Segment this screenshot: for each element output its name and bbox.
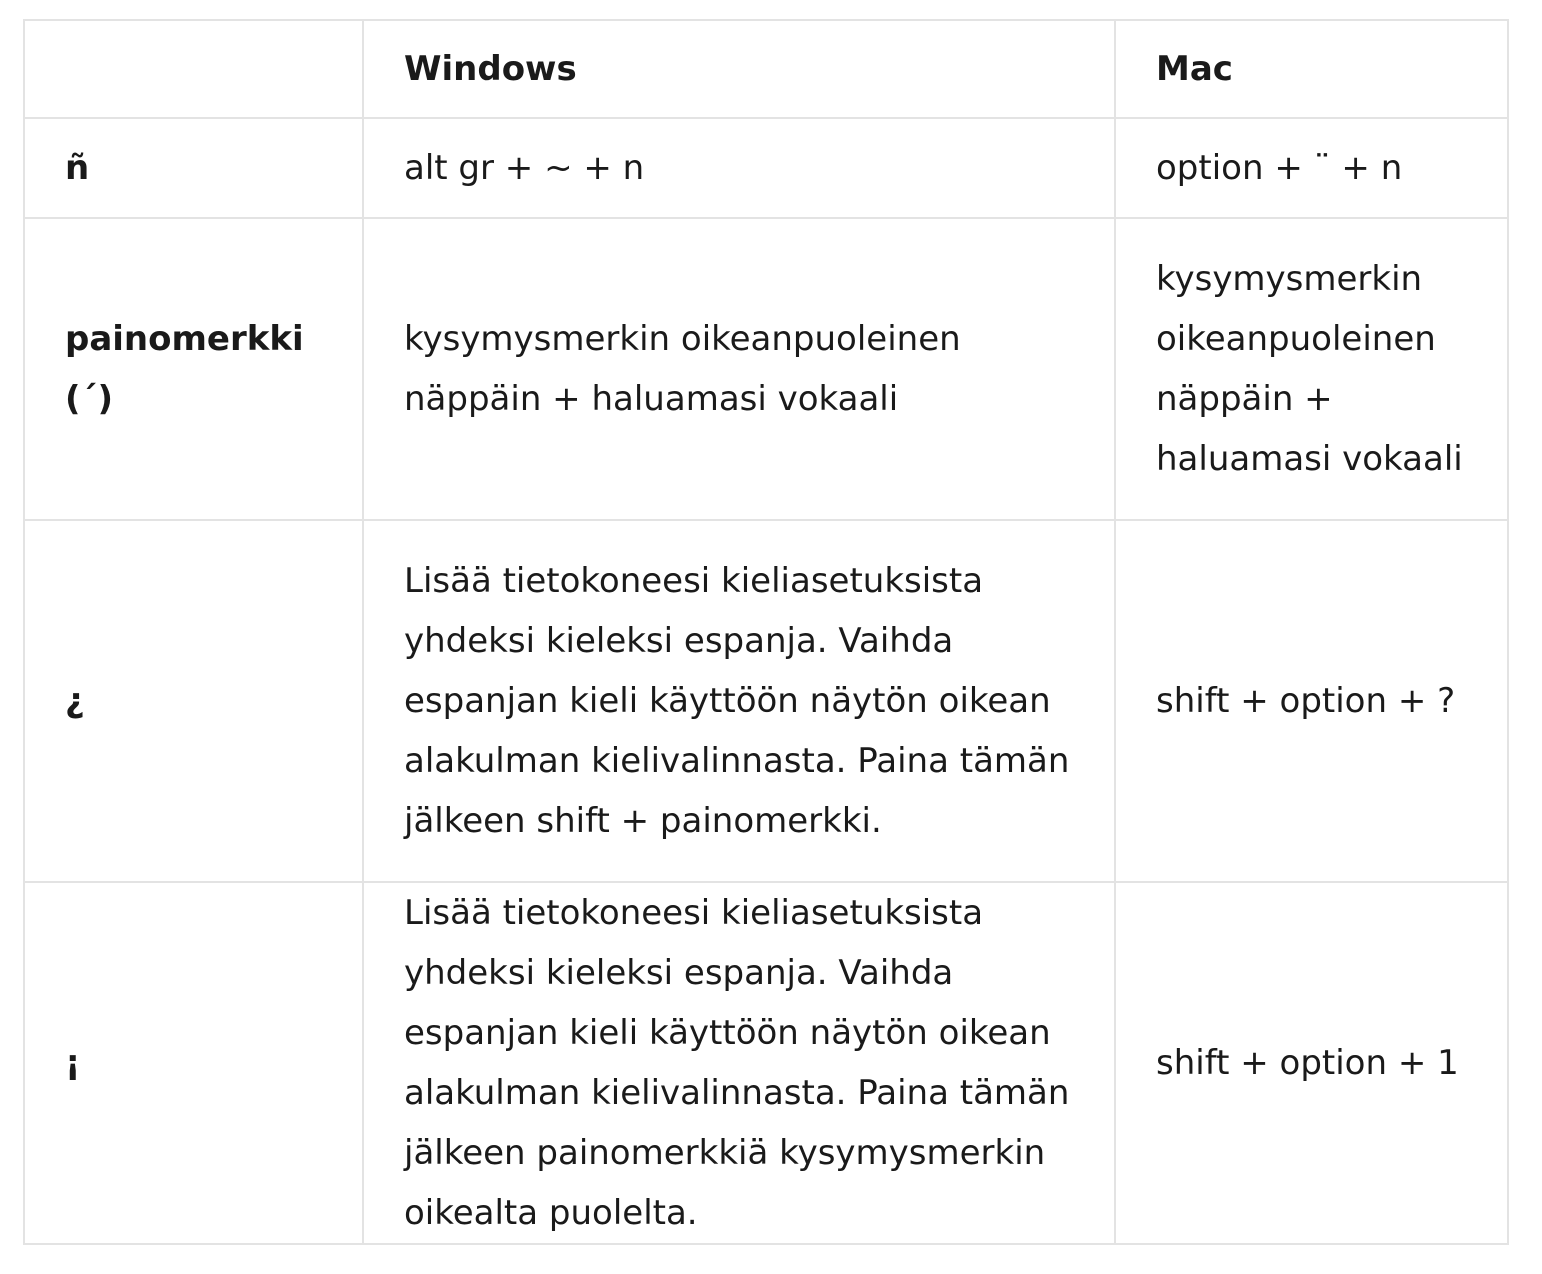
row-mac-shortcut: kysymysmerkin oikeanpuoleinen näppäin + haluamasi vokaali bbox=[1115, 218, 1508, 520]
header-cell-character bbox=[24, 20, 363, 118]
table-row bbox=[24, 882, 1508, 1244]
row-mac-shortcut: shift + option + 1 bbox=[1115, 882, 1508, 1244]
row-mac-shortcut: option + ¨ + n bbox=[1115, 118, 1508, 218]
row-mac-shortcut: shift + option + ? bbox=[1115, 520, 1508, 882]
table-row bbox=[24, 218, 1508, 520]
header-cell-mac: Mac bbox=[1115, 20, 1508, 118]
row-character: ¡ bbox=[24, 882, 363, 1244]
keyboard-shortcuts-table bbox=[23, 19, 1509, 1245]
row-windows-shortcut: alt gr + ~ + n bbox=[363, 118, 1115, 218]
row-windows-shortcut: Lisää tietokoneesi kieliasetuksista yhdeksi kieleksi espanja. Vaihda espanjan kieli käyttöön näytön oikean alakulman kielivalinnasta. Paina tämän jälkeen shift + painomerkki. bbox=[363, 520, 1115, 882]
row-windows-shortcut: kysymysmerkin oikeanpuoleinen näppäin + haluamasi vokaali bbox=[363, 218, 1115, 520]
row-character: painomerkki (´) bbox=[24, 218, 363, 520]
table-row bbox=[24, 520, 1508, 882]
row-character: ¿ bbox=[24, 520, 363, 882]
row-windows-shortcut: Lisää tietokoneesi kieliasetuksista yhdeksi kieleksi espanja. Vaihda espanjan kieli käyttöön näytön oikean alakulman kielivalinnasta. Paina tämän jälkeen painomerkkiä kysymysmerkin oikealta puolelta. bbox=[363, 882, 1115, 1244]
row-character: ñ bbox=[24, 118, 363, 218]
table-row bbox=[24, 118, 1508, 218]
table-header-row bbox=[24, 20, 1508, 118]
header-cell-windows: Windows bbox=[363, 20, 1115, 118]
